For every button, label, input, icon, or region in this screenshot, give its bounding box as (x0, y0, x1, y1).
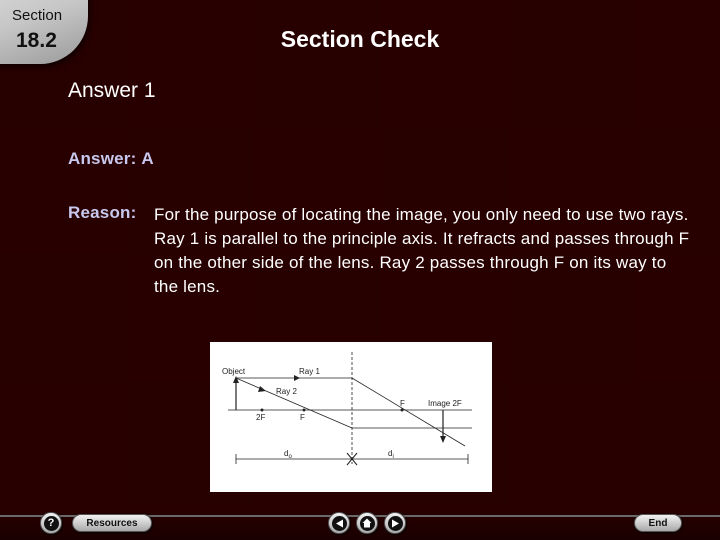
triangle-right-icon (388, 516, 403, 531)
label-do-main: d (284, 449, 289, 458)
label-f-right: F (400, 399, 405, 408)
ray1-refracted (352, 378, 465, 446)
ray2-incident (236, 378, 352, 428)
label-ray1: Ray 1 (299, 367, 320, 376)
answer-label: Answer: (68, 149, 137, 168)
label-di-main: d (388, 449, 393, 458)
label-image-2f: Image 2F (428, 399, 462, 408)
section-number: 18.2 (16, 29, 57, 52)
end-button[interactable]: End (634, 514, 682, 532)
label-f-left: F (300, 413, 305, 422)
triangle-left-icon (332, 516, 347, 531)
back-button[interactable] (328, 512, 350, 534)
label-di (388, 449, 394, 460)
ray2-arrow-head (258, 386, 266, 392)
f-point-left (303, 409, 306, 412)
twof-point (261, 409, 264, 412)
label-do-sub: o (288, 454, 292, 460)
label-object: Object (222, 367, 246, 376)
help-button[interactable] (40, 512, 62, 534)
image-arrow-head (440, 436, 446, 443)
resources-button[interactable]: Resources (72, 514, 152, 532)
label-ray2: Ray 2 (276, 387, 297, 396)
label-di-sub: i (392, 454, 394, 460)
home-button[interactable] (356, 512, 378, 534)
object-arrow-head (233, 376, 239, 383)
page-title: Section Check (280, 26, 440, 52)
answer-line (68, 149, 154, 169)
help-icon: ? (44, 516, 59, 531)
answer-value: A (141, 149, 154, 168)
home-icon (360, 516, 375, 531)
label-2f: 2F (256, 413, 266, 422)
reason-label: Reason: (68, 203, 137, 222)
bottom-navbar (0, 506, 720, 540)
answer-heading: Answer 1 (68, 79, 156, 102)
forward-button[interactable] (384, 512, 406, 534)
lens-ray-diagram (210, 342, 492, 492)
ray-diagram-svg (210, 342, 492, 492)
f-point-right (401, 409, 404, 412)
label-do (284, 449, 292, 460)
reason-text: For the purpose of locating the image, you only need to use two rays. Ray 1 is parallel to the principle axis. It refracts and passes through F on the other side of the lens. Ray 2 passes through F on its way to the lens. (154, 205, 690, 296)
section-label: Section (12, 7, 63, 24)
